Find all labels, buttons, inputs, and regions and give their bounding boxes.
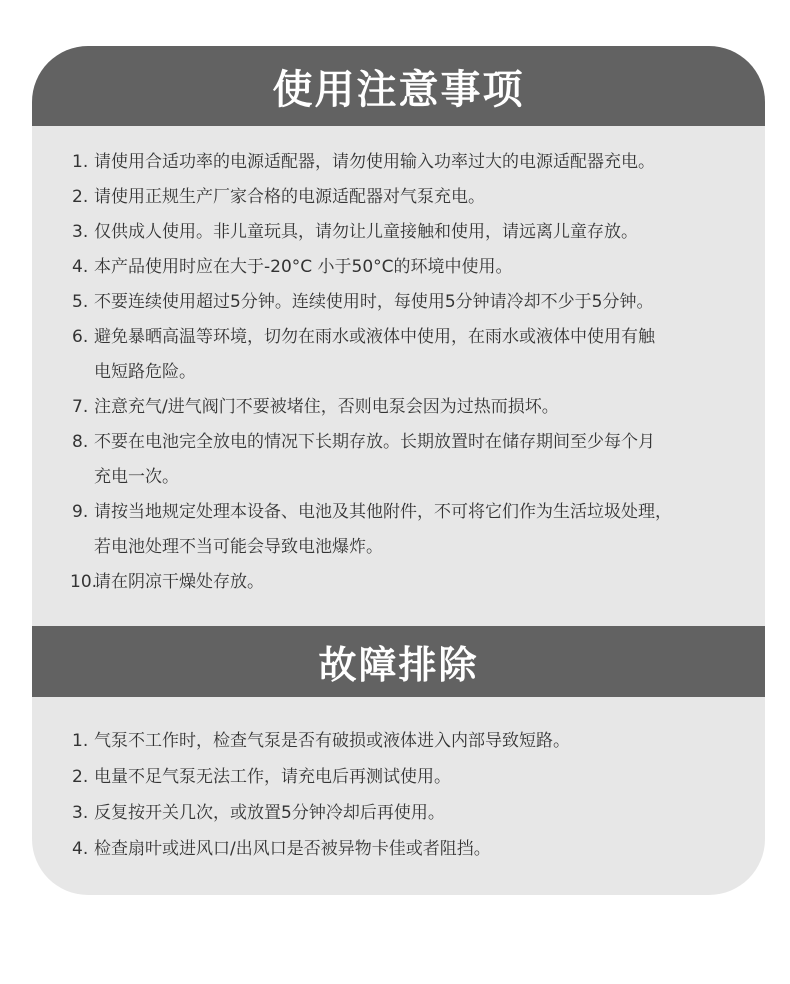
list-item [32,285,765,320]
item-number: 6. [72,327,89,347]
item-number: 4. [72,257,89,277]
list-item [32,215,765,250]
item-text: 注意充气/进气阀门不要被堵住，否则电泵会因为过热而损坏。 [94,397,559,417]
item-text: 避免暴晒高温等环境，切勿在雨水或液体中使用，在雨水或液体中使用有触 [94,327,655,347]
troubleshooting-list [32,723,765,867]
list-item [32,145,765,180]
item-text: 仅供成人使用。非儿童玩具，请勿让儿童接触和使用，请远离儿童存放。 [94,222,638,242]
usage-notes-title: 使用注意事项 [32,46,765,126]
list-item [32,759,765,795]
item-text: 电量不足气泵无法工作，请充电后再测试使用。 [94,767,451,787]
item-text: 检查扇叶或进风口/出风口是否被异物卡佳或者阻挡。 [94,839,491,859]
item-number: 2. [72,767,89,787]
item-text: 请按当地规定处理本设备、电池及其他附件，不可将它们作为生活垃圾处理， [94,502,672,522]
item-text: 气泵不工作时，检查气泵是否有破损或液体进入内部导致短路。 [94,731,570,751]
usage-notes-list [32,145,765,600]
list-item [32,831,765,867]
list-item [32,180,765,215]
list-item [32,425,765,495]
item-number: 7. [72,397,89,417]
item-text-continued: 充电一次。 [94,467,179,487]
list-item [32,320,765,390]
item-number: 1. [72,731,89,751]
item-number: 8. [72,432,89,452]
item-number: 3. [72,222,89,242]
item-number: 2. [72,187,89,207]
item-number: 10. [70,572,98,592]
item-text: 反复按开关几次，或放置5分钟冷却后再使用。 [94,803,445,823]
list-item [32,250,765,285]
item-text: 请使用正规生产厂家合格的电源适配器对气泵充电。 [94,187,485,207]
item-text: 不要连续使用超过5分钟。连续使用时，每使用5分钟请冷却不少于5分钟。 [94,292,654,312]
list-item [32,565,765,600]
list-item [32,795,765,831]
item-number: 9. [72,502,89,522]
item-number: 3. [72,803,89,823]
notice-card [32,46,765,895]
item-text-continued: 若电池处理不当可能会导致电池爆炸。 [94,537,383,557]
item-text-continued: 电短路危险。 [94,362,196,382]
troubleshooting-title: 故障排除 [32,626,765,697]
list-item [32,390,765,425]
list-item [32,723,765,759]
item-text: 请在阴凉干燥处存放。 [94,572,264,592]
item-text: 不要在电池完全放电的情况下长期存放。长期放置时在储存期间至少每个月 [94,432,655,452]
item-text: 请使用合适功率的电源适配器，请勿使用输入功率过大的电源适配器充电。 [94,152,655,172]
item-number: 1. [72,152,89,172]
item-number: 5. [72,292,89,312]
item-number: 4. [72,839,89,859]
item-text: 本产品使用时应在大于-20°C 小于50°C的环境中使用。 [94,257,513,277]
list-item [32,495,765,565]
